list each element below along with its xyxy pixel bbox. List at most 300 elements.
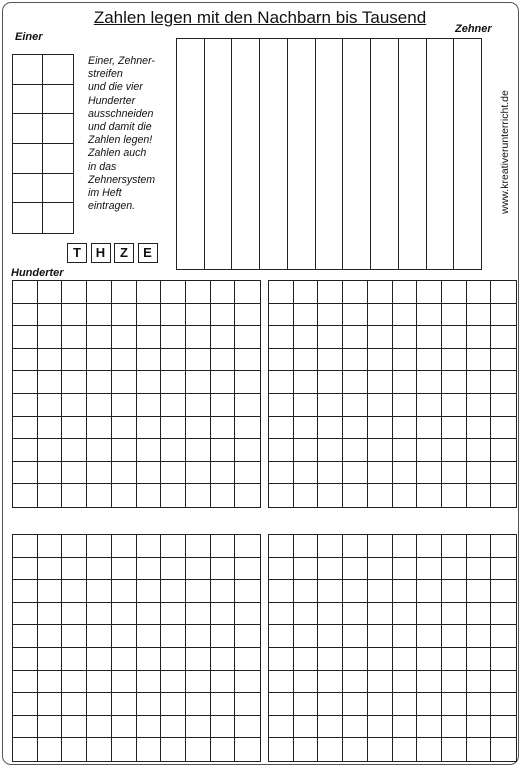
grid-cell [318, 439, 343, 462]
grid-cell [137, 625, 162, 648]
grid-cell [235, 625, 260, 648]
grid-cell [368, 462, 393, 485]
grid-cell [417, 738, 442, 761]
grid-cell [269, 462, 294, 485]
grid-cell [211, 693, 236, 716]
grid-cell [491, 580, 516, 603]
grid-cell [417, 671, 442, 694]
grid-cell [112, 535, 137, 558]
grid-cell [38, 371, 63, 394]
grid-cell [38, 648, 63, 671]
grid-cell [62, 281, 87, 304]
zehner-strips [176, 38, 482, 270]
grid-cell [13, 693, 38, 716]
grid-cell [467, 417, 492, 440]
grid-cell [269, 326, 294, 349]
grid-cell [393, 349, 418, 372]
grid-cell [235, 281, 260, 304]
grid-cell [343, 558, 368, 581]
grid-cell [491, 738, 516, 761]
grid-cell [112, 671, 137, 694]
grid-cell [235, 738, 260, 761]
grid-cell [137, 603, 162, 626]
grid-cell [393, 304, 418, 327]
grid-cell [137, 326, 162, 349]
grid-cell [318, 603, 343, 626]
grid-cell [343, 304, 368, 327]
grid-cell [368, 304, 393, 327]
grid-cell [491, 484, 516, 507]
grid-cell [186, 304, 211, 327]
grid-cell [442, 462, 467, 485]
grid-cell [13, 535, 38, 558]
grid-cell [269, 603, 294, 626]
hunderter-grid-3 [12, 534, 261, 762]
grid-cell [38, 349, 63, 372]
grid-cell [112, 693, 137, 716]
grid-cell [294, 462, 319, 485]
grid-cell [491, 648, 516, 671]
grid-cell [235, 394, 260, 417]
page-title: Zahlen legen mit den Nachbarn bis Tausend [93, 8, 427, 27]
grid-cell [38, 716, 63, 739]
grid-cell [112, 625, 137, 648]
hunderter-grid-1 [12, 280, 261, 508]
grid-cell [13, 326, 38, 349]
grid-cell [343, 716, 368, 739]
grid-cell [318, 738, 343, 761]
grid-cell [235, 603, 260, 626]
grid-cell [294, 535, 319, 558]
grid-cell [368, 394, 393, 417]
grid-cell [161, 439, 186, 462]
grid-cell [161, 462, 186, 485]
grid-cell [38, 439, 63, 462]
grid-cell [112, 558, 137, 581]
grid-cell [137, 716, 162, 739]
grid-cell [417, 625, 442, 648]
grid-cell [13, 671, 38, 694]
grid-cell [393, 738, 418, 761]
grid-cell [62, 693, 87, 716]
grid-cell [417, 535, 442, 558]
grid-cell [186, 439, 211, 462]
grid-cell [38, 738, 63, 761]
grid-cell [393, 371, 418, 394]
grid-cell [112, 326, 137, 349]
grid-cell [491, 625, 516, 648]
grid-cell [62, 648, 87, 671]
grid-cell [343, 439, 368, 462]
grid-cell [235, 558, 260, 581]
grid-cell [442, 371, 467, 394]
grid-cell [13, 716, 38, 739]
grid-cell [13, 462, 38, 485]
grid-cell [112, 603, 137, 626]
grid-cell [467, 603, 492, 626]
grid-cell [186, 625, 211, 648]
grid-cell [368, 371, 393, 394]
grid-cell [13, 558, 38, 581]
grid-cell [294, 625, 319, 648]
grid-cell [417, 484, 442, 507]
grid-cell [112, 304, 137, 327]
grid-cell [442, 417, 467, 440]
grid-cell [442, 535, 467, 558]
grid-cell [186, 417, 211, 440]
grid-cell [417, 558, 442, 581]
grid-cell [269, 371, 294, 394]
grid-cell [137, 417, 162, 440]
grid-cell [137, 304, 162, 327]
grid-cell [294, 484, 319, 507]
grid-cell [442, 716, 467, 739]
grid-cell [442, 558, 467, 581]
grid-cell [269, 349, 294, 372]
grid-cell [417, 716, 442, 739]
grid-cell [491, 535, 516, 558]
grid-cell [161, 738, 186, 761]
grid-cell [87, 462, 112, 485]
grid-cell [62, 417, 87, 440]
grid-cell [343, 371, 368, 394]
grid-cell [393, 693, 418, 716]
grid-cell [417, 326, 442, 349]
grid-cell [87, 535, 112, 558]
grid-cell [294, 738, 319, 761]
grid-cell [491, 304, 516, 327]
grid-cell [13, 349, 38, 372]
grid-cell [235, 304, 260, 327]
grid-cell [294, 580, 319, 603]
grid-cell [269, 281, 294, 304]
grid-cell [318, 558, 343, 581]
grid-cell [318, 349, 343, 372]
grid-cell [211, 535, 236, 558]
grid-cell [318, 326, 343, 349]
grid-cell [62, 304, 87, 327]
grid-cell [211, 648, 236, 671]
grid-cell [294, 558, 319, 581]
grid-cell [294, 648, 319, 671]
grid-cell [467, 371, 492, 394]
grid-cell [343, 326, 368, 349]
grid-cell [62, 625, 87, 648]
place-box-t: T [67, 243, 87, 263]
grid-cell [235, 349, 260, 372]
grid-cell [467, 349, 492, 372]
grid-cell [62, 349, 87, 372]
grid-cell [318, 371, 343, 394]
grid-cell [269, 738, 294, 761]
einer-label: Einer [15, 31, 43, 43]
grid-cell [13, 417, 38, 440]
grid-cell [442, 625, 467, 648]
grid-cell [211, 439, 236, 462]
grid-cell [137, 281, 162, 304]
grid-cell [343, 671, 368, 694]
grid-cell [269, 671, 294, 694]
grid-cell [294, 603, 319, 626]
grid-cell [393, 462, 418, 485]
grid-cell [137, 580, 162, 603]
grid-cell [137, 484, 162, 507]
grid-cell [343, 462, 368, 485]
grid-cell [13, 603, 38, 626]
grid-cell [368, 603, 393, 626]
grid-cell [161, 671, 186, 694]
grid-cell [491, 326, 516, 349]
grid-cell [161, 394, 186, 417]
grid-cell [87, 394, 112, 417]
grid-cell [467, 535, 492, 558]
grid-cell [442, 326, 467, 349]
grid-cell [13, 625, 38, 648]
grid-cell [393, 535, 418, 558]
grid-cell [112, 349, 137, 372]
grid-cell [161, 716, 186, 739]
grid-cell [417, 462, 442, 485]
grid-cell [186, 535, 211, 558]
grid-cell [318, 394, 343, 417]
grid-cell [294, 304, 319, 327]
grid-cell [13, 580, 38, 603]
grid-cell [13, 439, 38, 462]
grid-cell [112, 648, 137, 671]
grid-cell [186, 484, 211, 507]
grid-cell [368, 281, 393, 304]
grid-cell [343, 535, 368, 558]
grid-cell [467, 281, 492, 304]
grid-cell [318, 625, 343, 648]
grid-cell [211, 417, 236, 440]
grid-cell [368, 535, 393, 558]
grid-cell [417, 417, 442, 440]
grid-cell [62, 394, 87, 417]
grid-cell [211, 462, 236, 485]
grid-cell [294, 439, 319, 462]
grid-cell [161, 580, 186, 603]
grid-cell [186, 558, 211, 581]
grid-cell [87, 326, 112, 349]
grid-cell [442, 580, 467, 603]
grid-cell [186, 671, 211, 694]
grid-cell [161, 304, 186, 327]
grid-cell [343, 603, 368, 626]
grid-cell [343, 349, 368, 372]
grid-cell [442, 394, 467, 417]
grid-cell [62, 371, 87, 394]
grid-cell [269, 304, 294, 327]
grid-cell [393, 417, 418, 440]
grid-cell [137, 371, 162, 394]
grid-cell [137, 535, 162, 558]
grid-cell [62, 671, 87, 694]
grid-cell [235, 535, 260, 558]
grid-cell [442, 349, 467, 372]
grid-cell [442, 738, 467, 761]
grid-cell [318, 304, 343, 327]
grid-cell [137, 462, 162, 485]
grid-cell [62, 462, 87, 485]
grid-cell [13, 281, 38, 304]
grid-cell [467, 580, 492, 603]
grid-cell [269, 693, 294, 716]
grid-cell [467, 394, 492, 417]
grid-cell [318, 671, 343, 694]
grid-cell [112, 738, 137, 761]
grid-cell [235, 648, 260, 671]
grid-cell [318, 580, 343, 603]
grid-cell [442, 648, 467, 671]
grid-cell [393, 603, 418, 626]
grid-cell [368, 716, 393, 739]
grid-cell [467, 484, 492, 507]
grid-cell [13, 484, 38, 507]
grid-cell [186, 716, 211, 739]
grid-cell [318, 462, 343, 485]
grid-cell [137, 558, 162, 581]
grid-cell [87, 671, 112, 694]
grid-cell [294, 349, 319, 372]
grid-cell [368, 738, 393, 761]
grid-cell [38, 603, 63, 626]
grid-cell [13, 304, 38, 327]
grid-cell [491, 693, 516, 716]
grid-cell [87, 484, 112, 507]
grid-cell [161, 417, 186, 440]
grid-cell [137, 394, 162, 417]
grid-cell [491, 394, 516, 417]
grid-cell [318, 484, 343, 507]
grid-cell [269, 535, 294, 558]
grid-cell [87, 580, 112, 603]
grid-cell [211, 625, 236, 648]
grid-cell [137, 439, 162, 462]
grid-cell [161, 603, 186, 626]
grid-cell [235, 417, 260, 440]
grid-cell [161, 326, 186, 349]
grid-cell [87, 648, 112, 671]
grid-cell [112, 716, 137, 739]
grid-cell [467, 558, 492, 581]
grid-cell [87, 417, 112, 440]
grid-cell [38, 535, 63, 558]
grid-cell [62, 558, 87, 581]
grid-cell [343, 693, 368, 716]
grid-cell [467, 462, 492, 485]
grid-cell [38, 304, 63, 327]
grid-cell [343, 580, 368, 603]
grid-cell [393, 484, 418, 507]
grid-cell [161, 625, 186, 648]
grid-cell [161, 281, 186, 304]
grid-cell [62, 738, 87, 761]
grid-cell [491, 349, 516, 372]
grid-cell [368, 625, 393, 648]
grid-cell [235, 716, 260, 739]
grid-cell [87, 349, 112, 372]
grid-cell [211, 371, 236, 394]
grid-cell [269, 648, 294, 671]
grid-cell [38, 671, 63, 694]
grid-cell [235, 371, 260, 394]
grid-cell [368, 439, 393, 462]
grid-cell [491, 671, 516, 694]
grid-cell [186, 349, 211, 372]
grid-cell [442, 281, 467, 304]
grid-cell [491, 558, 516, 581]
grid-cell [467, 304, 492, 327]
grid-cell [161, 484, 186, 507]
grid-cell [442, 603, 467, 626]
grid-cell [417, 603, 442, 626]
grid-cell [211, 394, 236, 417]
grid-cell [112, 439, 137, 462]
grid-cell [38, 693, 63, 716]
grid-cell [417, 281, 442, 304]
grid-cell [343, 484, 368, 507]
place-box-e: E [138, 243, 158, 263]
hunderter-label: Hunderter [11, 267, 64, 279]
grid-cell [38, 484, 63, 507]
grid-cell [491, 603, 516, 626]
grid-cell [491, 371, 516, 394]
grid-cell [161, 693, 186, 716]
grid-cell [38, 580, 63, 603]
grid-cell [491, 281, 516, 304]
grid-cell [87, 716, 112, 739]
grid-cell [294, 326, 319, 349]
grid-cell [112, 281, 137, 304]
place-box-h: H [91, 243, 111, 263]
grid-cell [186, 281, 211, 304]
grid-cell [491, 417, 516, 440]
grid-cell [393, 648, 418, 671]
grid-cell [318, 281, 343, 304]
grid-cell [186, 580, 211, 603]
grid-cell [137, 648, 162, 671]
grid-cell [343, 648, 368, 671]
grid-cell [62, 439, 87, 462]
grid-cell [112, 394, 137, 417]
grid-cell [442, 671, 467, 694]
instructions-text: Einer, Zehner- streifen und die vier Hunderter ausschneiden und damit die Zahlen legen! Zahlen auch in das Zehnersystem im Heft eintragen. [88, 55, 156, 213]
grid-cell [62, 326, 87, 349]
grid-cell [87, 304, 112, 327]
grid-cell [87, 625, 112, 648]
grid-cell [211, 326, 236, 349]
website-text: www.kreativerunterricht.de [499, 90, 511, 214]
grid-cell [343, 417, 368, 440]
grid-cell [211, 716, 236, 739]
grid-cell [269, 394, 294, 417]
grid-cell [368, 417, 393, 440]
grid-cell [393, 394, 418, 417]
grid-cell [393, 671, 418, 694]
grid-cell [467, 625, 492, 648]
grid-cell [393, 580, 418, 603]
grid-cell [62, 484, 87, 507]
grid-cell [467, 648, 492, 671]
grid-cell [211, 281, 236, 304]
grid-cell [417, 439, 442, 462]
grid-cell [62, 535, 87, 558]
grid-cell [318, 693, 343, 716]
grid-cell [38, 558, 63, 581]
grid-cell [467, 326, 492, 349]
grid-cell [112, 484, 137, 507]
